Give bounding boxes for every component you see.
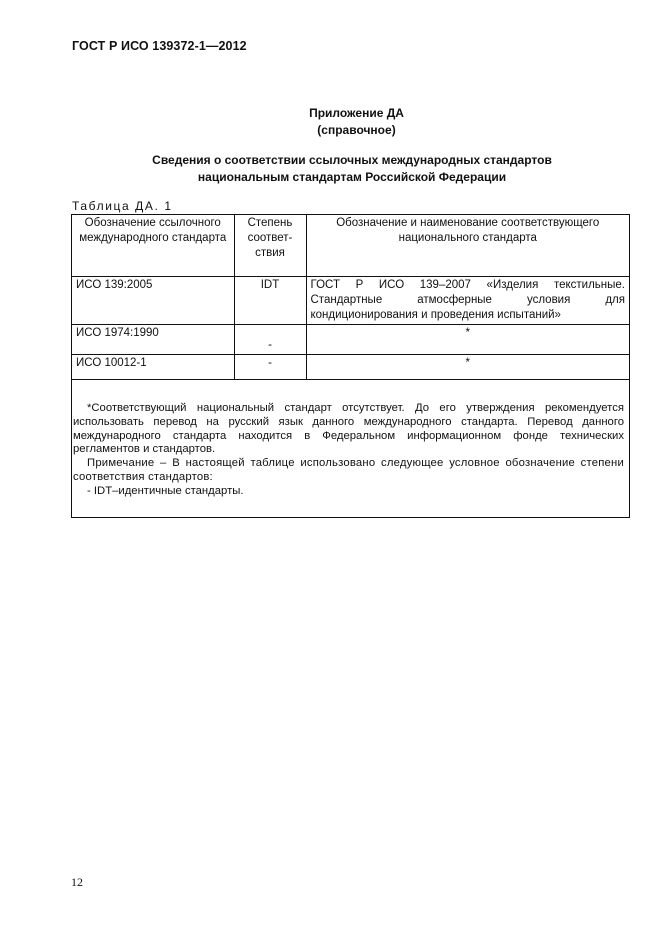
section-title-line2: национальным стандартам Российской Федерации [197,170,507,184]
column-header-ref: Обозначение ссылочного международного стандарта [72,215,234,276]
ref-standard-cell: ИСО 139:2005 [72,276,234,324]
table-notes [73,402,624,499]
section-title-line1: Сведения о соответствии ссылочных международных стандартов [152,153,552,167]
footnote-marker: * [465,356,470,369]
ref-standard-cell: ИСО 10012-1 [72,354,234,379]
national-standard-cell [306,354,629,379]
page-number: 12 [71,875,83,889]
column-header-national: Обозначение и наименование соответствующего национального стандарта [306,215,629,276]
national-standard-cell [306,324,629,354]
table-grid [72,215,629,380]
ref-standard-cell: ИСО 1974:1990 [72,324,234,354]
footnote-text: *Соответствующий национальный стандарт отсутствует. До его утверждения рекомендуется использовать перевод на русский язык данного международного стандарта. Перевод данного международного стандарта находится в Федеральном информационном фонде технических регламентов и стандартов. [73,402,624,456]
table-caption: Таблица ДА. 1 [72,199,173,213]
column-header-degree: Степень соответ-ствия [234,215,306,276]
footnote-marker: * [465,326,470,339]
idt-definition: - IDT–идентичные стандарты. [87,484,244,497]
degree-cell: IDT [234,276,306,324]
table-row [72,324,629,354]
table-row [72,276,629,324]
table-header-row [72,215,629,276]
degree-value: - [268,338,272,351]
document-code-header: ГОСТ Р ИСО 139372-1—2012 [72,39,247,53]
note-text: Примечание – В настоящей таблице использовано следующее условное обозначение степени соответствия стандартов: [73,457,624,483]
national-standard-cell: ГОСТ Р ИСО 139–2007 «Изделия текстильные. Стандартные атмосферные условия для кондиционирования и проведения испытаний» [306,276,629,324]
table-row [72,354,629,379]
degree-cell [234,324,306,354]
annex-title: Приложение ДА [309,106,404,120]
annex-subtitle: (справочное) [317,123,396,137]
degree-cell: - [234,354,306,379]
